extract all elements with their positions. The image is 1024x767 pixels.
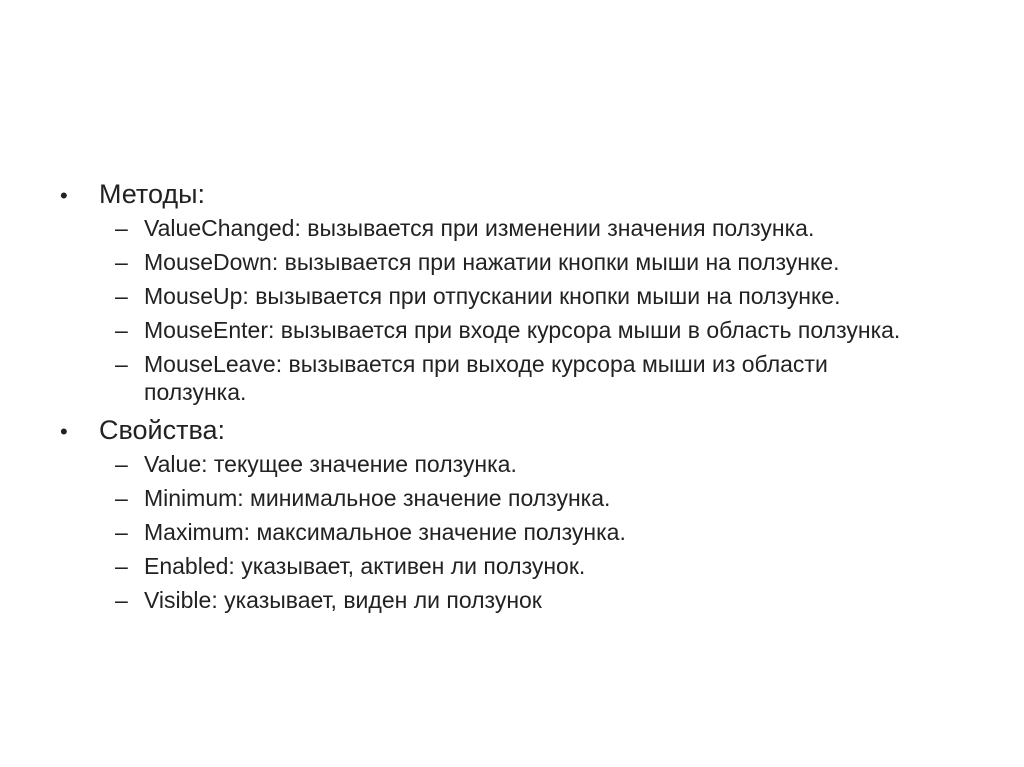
section-heading <box>60 176 960 214</box>
item-text: MouseLeave: вызывается при выходе курсора мыши из области ползунка. <box>144 351 828 405</box>
item-text: Value: текущее значение ползунка. <box>144 451 517 477</box>
bullet-list <box>60 176 960 614</box>
bullet-icon: • <box>60 419 68 444</box>
dash-icon: – <box>115 553 128 579</box>
item-text: Maximum: максимальное значение ползунка. <box>144 519 626 545</box>
section-properties <box>60 412 960 614</box>
section-title: Методы: <box>99 179 206 209</box>
list-item <box>115 350 960 406</box>
list-item <box>115 248 960 276</box>
item-text: MouseEnter: вызывается при входе курсора мыши в область ползунка. <box>144 317 901 343</box>
slide-content <box>60 176 960 620</box>
sub-list <box>115 450 960 614</box>
dash-icon: – <box>115 351 128 377</box>
item-text: MouseUp: вызывается при отпускании кнопки мыши на ползунке. <box>144 283 841 309</box>
item-text: Enabled: указывает, активен ли ползунок. <box>144 553 586 579</box>
section-title: Свойства: <box>99 415 226 445</box>
item-text: Minimum: минимальное значение ползунка. <box>144 485 611 511</box>
dash-icon: – <box>115 451 128 477</box>
sub-list <box>115 214 960 406</box>
list-item <box>115 484 960 512</box>
section-heading <box>60 412 960 450</box>
dash-icon: – <box>115 519 128 545</box>
bullet-icon: • <box>60 183 68 208</box>
list-item <box>115 552 960 580</box>
list-item <box>115 282 960 310</box>
item-text: MouseDown: вызывается при нажатии кнопки мыши на ползунке. <box>144 249 840 275</box>
list-item <box>115 518 960 546</box>
dash-icon: – <box>115 587 128 613</box>
section-methods <box>60 176 960 406</box>
dash-icon: – <box>115 249 128 275</box>
dash-icon: – <box>115 317 128 343</box>
list-item <box>115 450 960 478</box>
list-item <box>115 214 960 242</box>
item-text: Visible: указывает, виден ли ползунок <box>144 587 542 613</box>
item-text: ValueChanged: вызывается при изменении значения ползунка. <box>144 215 815 241</box>
dash-icon: – <box>115 215 128 241</box>
dash-icon: – <box>115 485 128 511</box>
list-item <box>115 316 960 344</box>
dash-icon: – <box>115 283 128 309</box>
list-item <box>115 586 960 614</box>
